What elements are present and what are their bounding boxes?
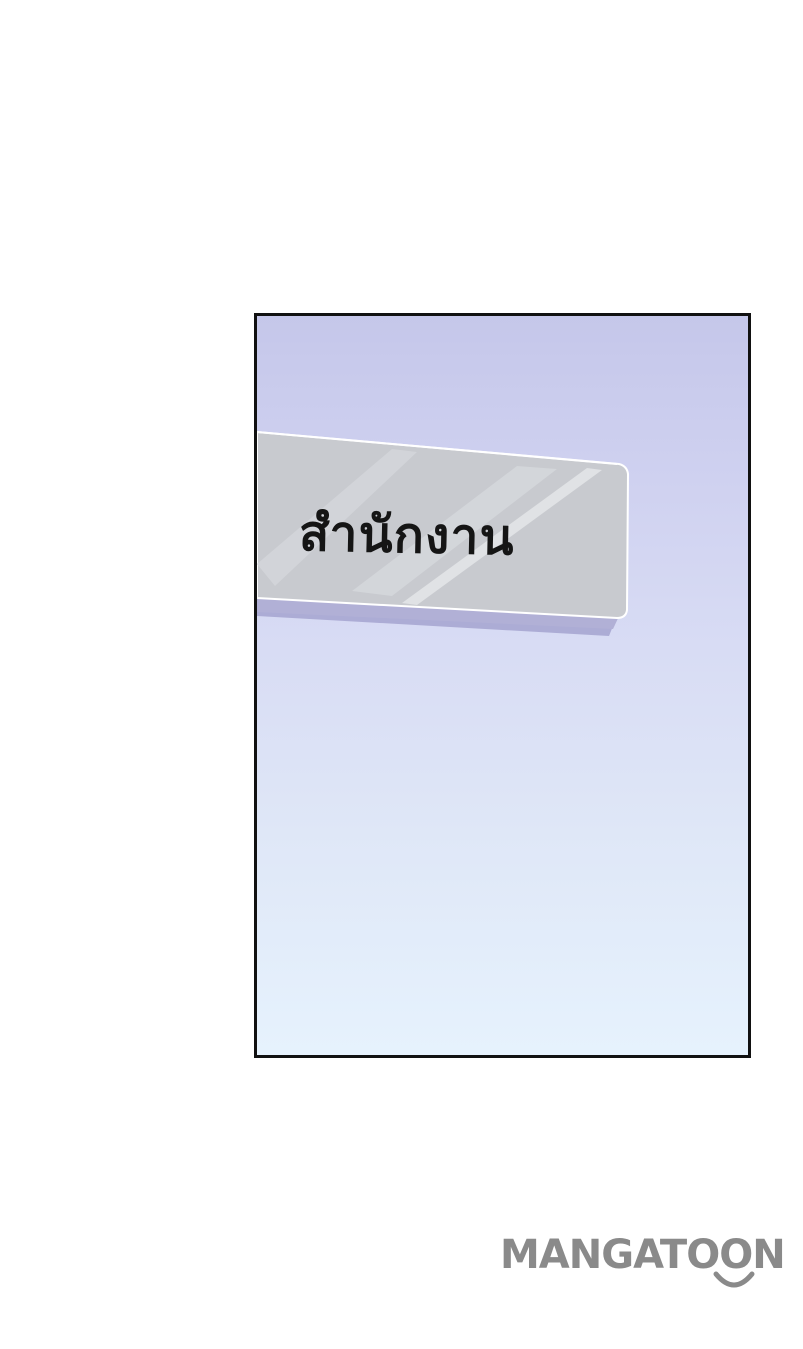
watermark-text: MANGATOON [500, 1232, 785, 1278]
office-sign-graphic [257, 316, 748, 1055]
smile-icon [712, 1270, 756, 1292]
comic-panel [254, 313, 751, 1058]
sign-label: สำนักงาน [298, 504, 516, 567]
mangatoon-watermark [500, 1232, 800, 1302]
